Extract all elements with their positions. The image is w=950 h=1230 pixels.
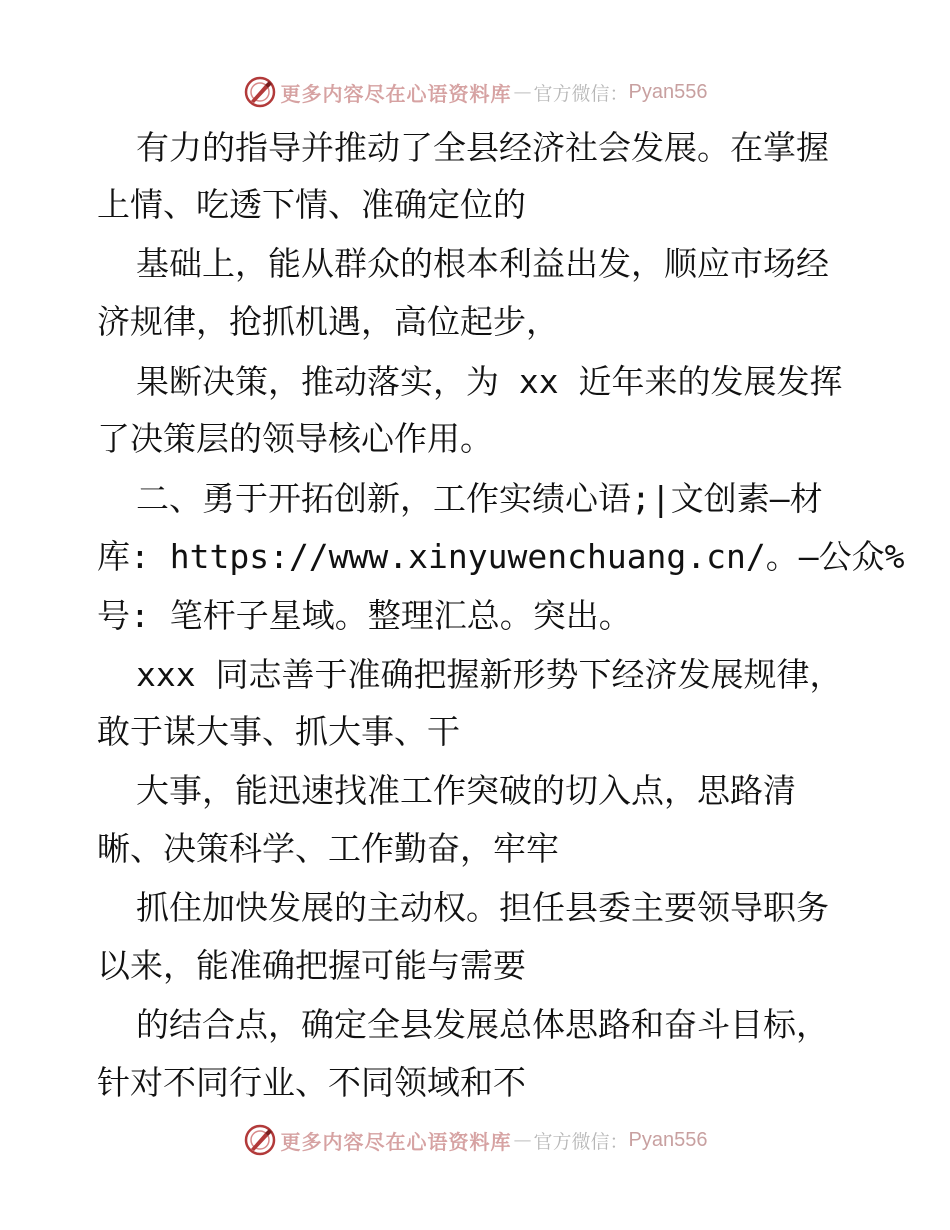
banner-brand-text: 更多内容尽在心语资料库 xyxy=(280,1129,512,1154)
text-line: 针对不同行业、不同领域和不 xyxy=(97,1063,526,1102)
text-line: xxx 同志善于准确把握新形势下经济发展规律， xyxy=(136,655,843,694)
banner-official-label: 官方微信： xyxy=(533,82,629,105)
text-line: 大事，能迅速找准工作突破的切入点，思路清 xyxy=(136,771,796,810)
banner-wechat-handle: Pyan556 xyxy=(628,1128,708,1151)
pen-logo-icon xyxy=(243,75,277,109)
text-line: 基础上，能从群众的根本利益出发，顺应市场经 xyxy=(136,244,829,283)
banner-wechat-handle: Pyan556 xyxy=(628,80,708,103)
text-line: 库: https://www.xinyuwenchuang.cn/。—公众% xyxy=(97,537,905,576)
pen-logo-icon xyxy=(243,1123,277,1157)
banner-official-label: 官方微信： xyxy=(533,1130,629,1153)
header-watermark-banner xyxy=(0,72,950,112)
text-line: 抓住加快发展的主动权。担任县委主要领导职务 xyxy=(136,888,829,927)
footer-watermark-banner xyxy=(0,1120,950,1160)
banner-brand-text: 更多内容尽在心语资料库 xyxy=(280,81,512,106)
text-line: 二、勇于开拓创新，工作实绩心语;|文创素—材 xyxy=(136,479,823,518)
text-line: 号: 笔杆子星域。整理汇总。突出。 xyxy=(97,596,632,635)
text-line: 果断决策，推动落实，为 xx 近年来的发展发挥 xyxy=(136,362,843,401)
banner-separator: — xyxy=(513,1129,532,1151)
text-line: 济规律，抢抓机遇，高位起步， xyxy=(97,302,559,341)
text-line: 了决策层的领导核心作用。 xyxy=(97,419,493,458)
text-line: 晰、决策科学、工作勤奋，牢牢 xyxy=(97,829,559,868)
text-line: 的结合点，确定全县发展总体思路和奋斗目标， xyxy=(136,1005,829,1044)
text-line: 敢于谋大事、抓大事、干 xyxy=(97,712,460,751)
text-line: 以来，能准确把握可能与需要 xyxy=(97,946,526,985)
text-line: 上情、吃透下情、准确定位的 xyxy=(97,185,526,224)
text-line: 有力的指导并推动了全县经济社会发展。在掌握 xyxy=(136,128,829,167)
banner-separator: — xyxy=(513,81,532,103)
